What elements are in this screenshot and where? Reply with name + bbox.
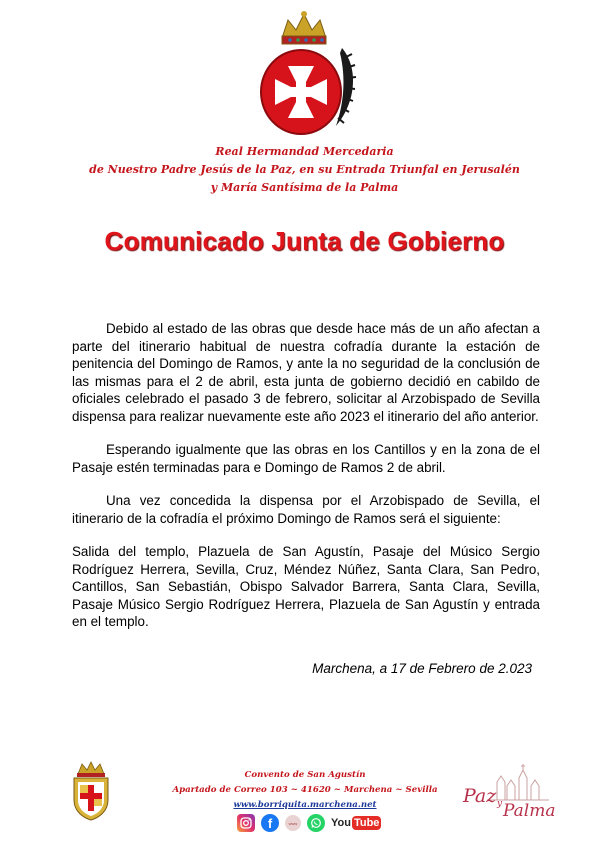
hermandad-line-2: de Nuestro Padre Jesús de la Paz, en su Entrada Triunfal en Jerusalén (89, 163, 520, 176)
youtube-you: You (331, 817, 351, 829)
www-icon[interactable]: www (285, 815, 301, 831)
whatsapp-icon[interactable] (307, 814, 325, 832)
footer-address: Apartado de Correo 103 ~ 41620 ~ Marchena ~ Sevilla (172, 785, 438, 795)
svg-text:y: y (497, 799, 503, 809)
svg-text:Paz: Paz (463, 785, 497, 807)
paz-palma-logo-icon (457, 760, 557, 822)
paragraph-3: Una vez concedida la dispensa por el Arzobispado de Sevilla, el itinerario de la cofradía el próximo Domingo de Ramos será el siguiente: (72, 493, 540, 526)
youtube-tube: Tube (353, 817, 380, 829)
hermandad-line-3: y María Santísima de la Palma (210, 181, 399, 194)
document-body (72, 320, 540, 647)
paragraph-1: Debido al estado de las obras que desde hace más de un año afectan a parte del itinerario habitual de nuestra cofradía durante la estación de penitencia del Domingo de Ramos, y ante la no seguridad de la conclusión de las mismas para el 2 de abril, esta junta de gobierno decidió en cabildo de oficiales celebrado el pasado 3 de febrero, solicitar al Arzobispado de Sevilla dispensa para realizar nuevamente este año 2023 el itinerario del año anterior. (72, 321, 540, 424)
footer-convent: Convento de San Agustín (244, 770, 366, 780)
facebook-icon[interactable]: f (261, 814, 279, 832)
footer-contact (170, 768, 440, 813)
paragraph-4: Salida del templo, Plazuela de San Agustín, Pasaje del Músico Sergio Rodríguez Herrera, Sevilla, Cruz, Méndez Núñez, Santa Clara, San Pedro, Cantillos, San Sebastián, Obispo Salvador Barrera, Santa Clara, Sevilla, Pasaje Músico Sergio Rodríguez Herrera, Plazuela de San Agustín y entrada en el templo. (72, 544, 540, 629)
youtube-icon[interactable] (331, 816, 381, 830)
document-title: Comunicado Junta de Gobierno (104, 226, 505, 256)
document-date: Marchena, a 17 de Febrero de 2.023 (312, 661, 532, 676)
hermandad-line-1: Real Hermandad Mercedaria (215, 145, 394, 158)
footer-website-link[interactable]: www.borriquita.marchena.net (233, 800, 377, 810)
instagram-icon[interactable] (237, 814, 255, 832)
town-shield-icon (70, 760, 112, 822)
mercedarian-emblem-icon (244, 8, 364, 136)
svg-text:Palma: Palma (503, 801, 556, 821)
social-links (237, 813, 381, 833)
hermandad-name (40, 143, 569, 197)
paragraph-2: Esperando igualmente que las obras en los Cantillos y en la zona de el Pasaje estén terminadas para e Domingo de Ramos 2 de abril. (72, 442, 540, 475)
